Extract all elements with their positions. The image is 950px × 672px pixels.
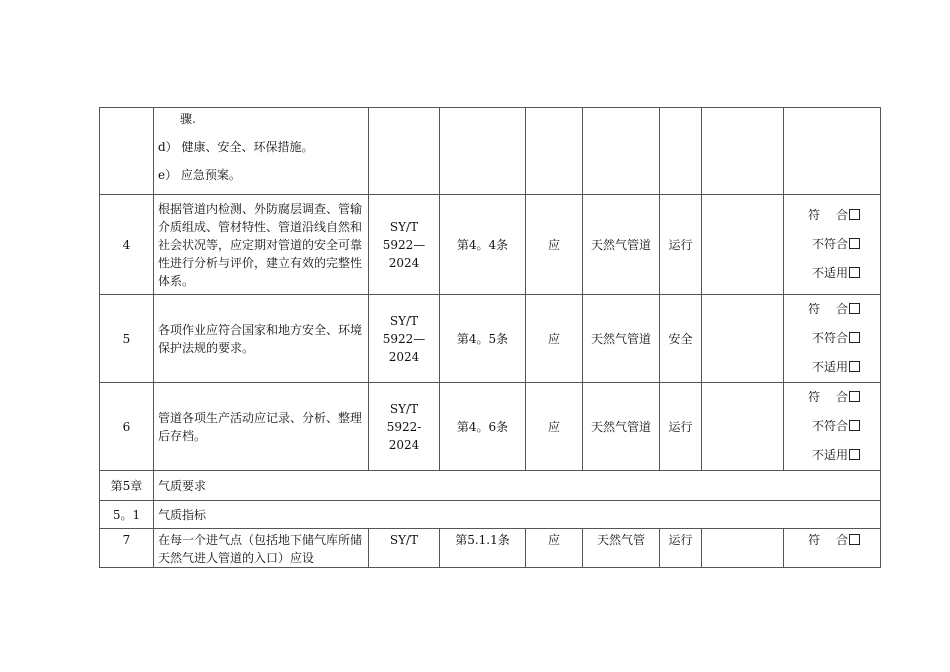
check-option-nonconform[interactable]: 不符合 bbox=[812, 230, 860, 259]
standard-line: SY/T bbox=[389, 533, 419, 547]
cell-stage bbox=[660, 108, 702, 195]
cell-no: 6 bbox=[100, 383, 154, 471]
standard-line: 5922— bbox=[382, 237, 426, 252]
checkbox-icon[interactable] bbox=[849, 420, 860, 431]
cell-standard bbox=[369, 108, 440, 195]
cell-blank bbox=[702, 383, 784, 471]
chapter-number: 第5章 bbox=[100, 471, 154, 501]
cell-level: 应 bbox=[526, 529, 583, 568]
standard-line: 5922— bbox=[382, 331, 426, 346]
cell-check bbox=[784, 529, 881, 568]
cell-level: 应 bbox=[526, 295, 583, 383]
content-line: e） 应急预案。 bbox=[158, 168, 241, 182]
cell-clause: 第4。6条 bbox=[440, 383, 526, 471]
cell-check bbox=[784, 295, 881, 383]
cell-clause: 第4。5条 bbox=[440, 295, 526, 383]
cell-no bbox=[100, 108, 154, 195]
cell-standard bbox=[369, 383, 440, 471]
checkbox-icon[interactable] bbox=[849, 449, 860, 460]
checkbox-icon[interactable] bbox=[849, 332, 860, 343]
section-number: 5。1 bbox=[100, 501, 154, 529]
cell-clause: 第5.1.1条 bbox=[440, 529, 526, 568]
checkbox-icon[interactable] bbox=[849, 267, 860, 278]
cell-level: 应 bbox=[526, 195, 583, 295]
cell-clause bbox=[440, 108, 526, 195]
section-row bbox=[100, 501, 881, 529]
cell-scope: 天然气管道 bbox=[583, 295, 660, 383]
checkbox-icon[interactable] bbox=[849, 534, 860, 545]
cell-check bbox=[784, 195, 881, 295]
standard-line: 5922- bbox=[386, 419, 422, 434]
cell-blank bbox=[702, 529, 784, 568]
table-row-continued bbox=[100, 108, 881, 195]
chapter-title: 气质要求 bbox=[154, 471, 881, 501]
cell-scope bbox=[583, 108, 660, 195]
cell-content bbox=[154, 108, 369, 195]
cell-no: 5 bbox=[100, 295, 154, 383]
table-row bbox=[100, 383, 881, 471]
cell-no: 7 bbox=[100, 529, 154, 568]
check-option-na[interactable]: 不适用 bbox=[812, 353, 860, 382]
cell-stage: 运行 bbox=[660, 383, 702, 471]
cell-blank bbox=[702, 195, 784, 295]
cell-stage: 运行 bbox=[660, 195, 702, 295]
cell-scope: 天然气管 bbox=[583, 529, 660, 568]
content-line: 骤. bbox=[180, 112, 196, 126]
checkbox-icon[interactable] bbox=[849, 391, 860, 402]
cell-check bbox=[784, 383, 881, 471]
cell-standard bbox=[369, 195, 440, 295]
checkbox-icon[interactable] bbox=[849, 303, 860, 314]
checkbox-icon[interactable] bbox=[849, 209, 860, 220]
standard-line: SY/T bbox=[389, 401, 419, 416]
cell-blank bbox=[702, 108, 784, 195]
standard-line: 2024 bbox=[388, 255, 420, 270]
cell-clause: 第4。4条 bbox=[440, 195, 526, 295]
standard-line: SY/T bbox=[389, 313, 419, 328]
cell-scope: 天然气管道 bbox=[583, 383, 660, 471]
cell-standard bbox=[369, 295, 440, 383]
checkbox-icon[interactable] bbox=[849, 361, 860, 372]
cell-stage: 运行 bbox=[660, 529, 702, 568]
cell-check bbox=[784, 108, 881, 195]
check-option-conform[interactable]: 符 合 bbox=[808, 383, 860, 412]
standard-line: 2024 bbox=[388, 349, 420, 364]
checkbox-icon[interactable] bbox=[849, 238, 860, 249]
cell-content: 各项作业应符合国家和地方安全、环境保护法规的要求。 bbox=[154, 295, 369, 383]
cell-blank bbox=[702, 295, 784, 383]
check-option-nonconform[interactable]: 不符合 bbox=[812, 412, 860, 441]
cell-level bbox=[526, 108, 583, 195]
standard-line: 2024 bbox=[388, 437, 420, 452]
check-option-conform[interactable]: 符 合 bbox=[808, 201, 860, 230]
check-option-nonconform[interactable]: 不符合 bbox=[812, 324, 860, 353]
content-line: d） 健康、安全、环保措施。 bbox=[158, 140, 314, 154]
standard-line: SY/T bbox=[389, 219, 419, 234]
cell-content: 管道各项生产活动应记录、分析、整理后存档。 bbox=[154, 383, 369, 471]
section-title: 气质指标 bbox=[154, 501, 881, 529]
cell-content: 根据管道内检测、外防腐层调查、管输介质组成、管材特性、管道沿线自然和社会状况等，应定期对管道的安全可靠性进行分析与评价，建立有效的完整性体系。 bbox=[154, 195, 369, 295]
cell-content: 在每一个进气点（包括地下储气库所储天然气进人管道的入口）应设 bbox=[154, 529, 369, 568]
check-option-na[interactable]: 不适用 bbox=[812, 259, 860, 288]
table-row bbox=[100, 295, 881, 383]
cell-standard bbox=[369, 529, 440, 568]
cell-level: 应 bbox=[526, 383, 583, 471]
cell-no: 4 bbox=[100, 195, 154, 295]
check-option-conform[interactable]: 符 合 bbox=[808, 295, 860, 324]
cell-stage: 安全 bbox=[660, 295, 702, 383]
table-row bbox=[100, 195, 881, 295]
chapter-row bbox=[100, 471, 881, 501]
check-option-na[interactable]: 不适用 bbox=[812, 441, 860, 470]
inspection-table bbox=[99, 107, 881, 568]
check-option-conform[interactable]: 符 合 bbox=[808, 531, 860, 549]
cell-scope: 天然气管道 bbox=[583, 195, 660, 295]
table-row bbox=[100, 529, 881, 568]
